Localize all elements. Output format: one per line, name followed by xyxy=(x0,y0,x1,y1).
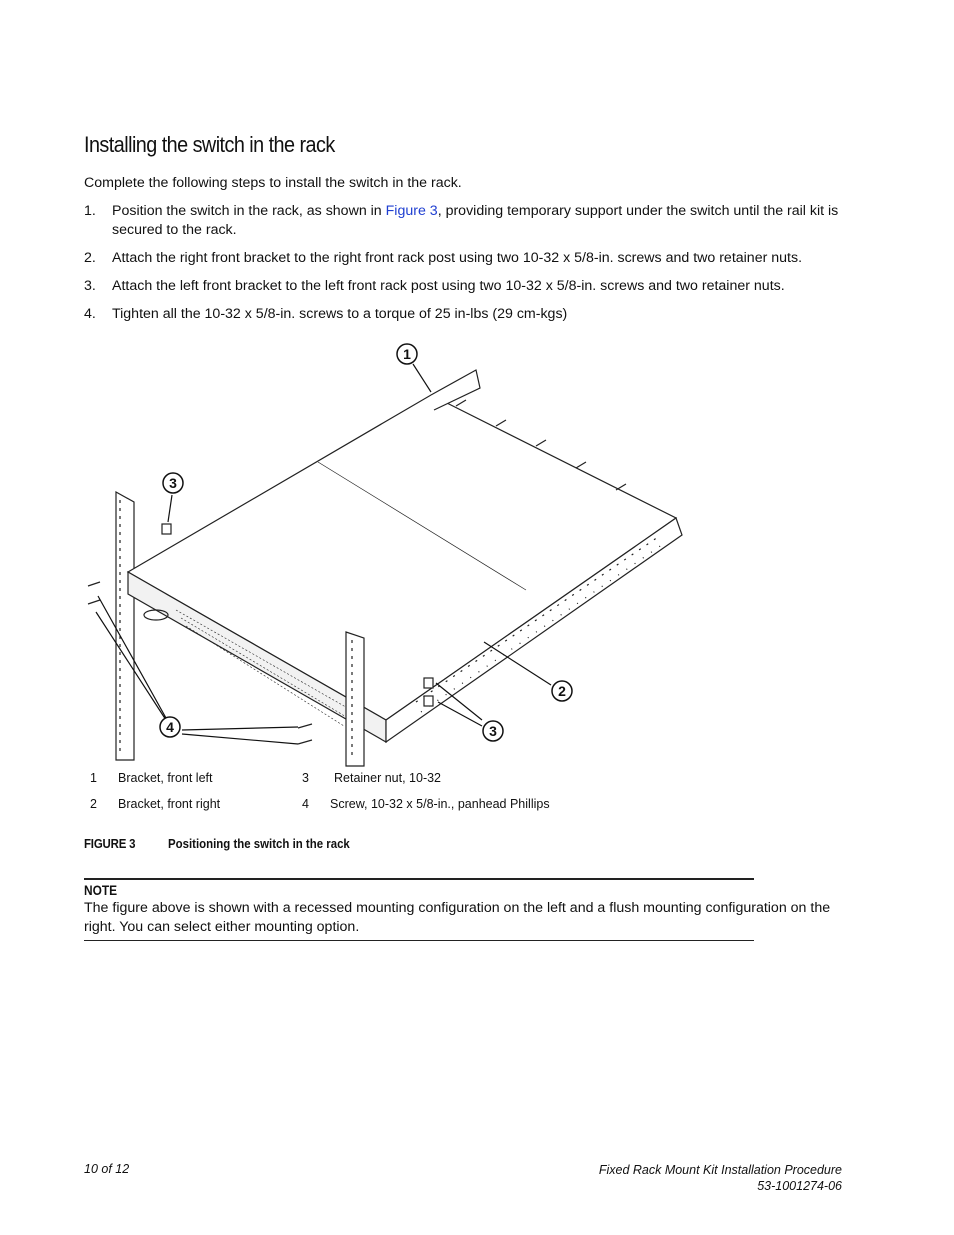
step-text: Attach the left front bracket to the left front rack post using two 10-32 x 5/8-in. screws and two retainer nuts. xyxy=(112,278,785,294)
step-text: Position the switch in the rack, as shown in xyxy=(112,203,386,219)
legend-label: Bracket, front right xyxy=(118,797,221,811)
note-bottom-rule xyxy=(84,940,754,941)
legend-label: Bracket, front left xyxy=(118,771,213,785)
steps-list xyxy=(84,202,854,333)
legend-number: 4 xyxy=(302,797,309,811)
legend-label: Retainer nut, 10-32 xyxy=(334,771,442,785)
note-top-rule xyxy=(84,878,754,880)
step-number: 4. xyxy=(84,306,96,322)
step-number: 2. xyxy=(84,250,96,266)
step-item xyxy=(84,277,854,296)
doc-title: Fixed Rack Mount Kit Installation Procedure xyxy=(598,1163,842,1177)
doc-number: 53-1001274-06 xyxy=(757,1179,842,1193)
step-item xyxy=(84,305,854,324)
note-label: NOTE xyxy=(84,882,118,898)
callout-number: 2 xyxy=(558,683,566,699)
legend-number: 2 xyxy=(90,797,97,811)
legend-number: 1 xyxy=(90,771,97,785)
step-number: 3. xyxy=(84,278,96,294)
page-number: 10 of 12 xyxy=(84,1162,130,1176)
step-item xyxy=(84,202,854,240)
figure-caption: Positioning the switch in the rack xyxy=(168,836,350,851)
section-title: Installing the switch in the rack xyxy=(84,132,335,157)
rack-installation-figure xyxy=(86,340,686,770)
step-item xyxy=(84,249,854,268)
figure-link[interactable]: Figure 3 xyxy=(385,203,438,219)
callout-number: 3 xyxy=(169,475,177,491)
legend-label: Screw, 10-32 x 5/8-in., panhead Phillips xyxy=(330,797,550,811)
figure-caption-label: FIGURE 3 xyxy=(84,836,136,851)
callout-number: 3 xyxy=(489,723,497,739)
step-text-continued: , providing temporary support under the switch until the rail kit is secured to the rack. xyxy=(112,203,839,238)
legend-number: 3 xyxy=(302,771,309,785)
step-number: 1. xyxy=(84,203,96,219)
callout-number: 4 xyxy=(166,719,174,735)
note-text: The figure above is shown with a recessed mounting configuration on the left and a flush mounting configuration on the right. You can select either mounting option. xyxy=(84,900,831,935)
footer-doc-info xyxy=(599,1162,842,1194)
step-text: Attach the right front bracket to the right front rack post using two 10-32 x 5/8-in. screws and two retainer nuts. xyxy=(112,250,803,266)
intro-text: Complete the following steps to install the switch in the rack. xyxy=(84,175,462,191)
step-text: Tighten all the 10-32 x 5/8-in. screws to a torque of 25 in-lbs (29 cm-kgs) xyxy=(112,306,568,322)
callout-number: 1 xyxy=(403,346,411,362)
